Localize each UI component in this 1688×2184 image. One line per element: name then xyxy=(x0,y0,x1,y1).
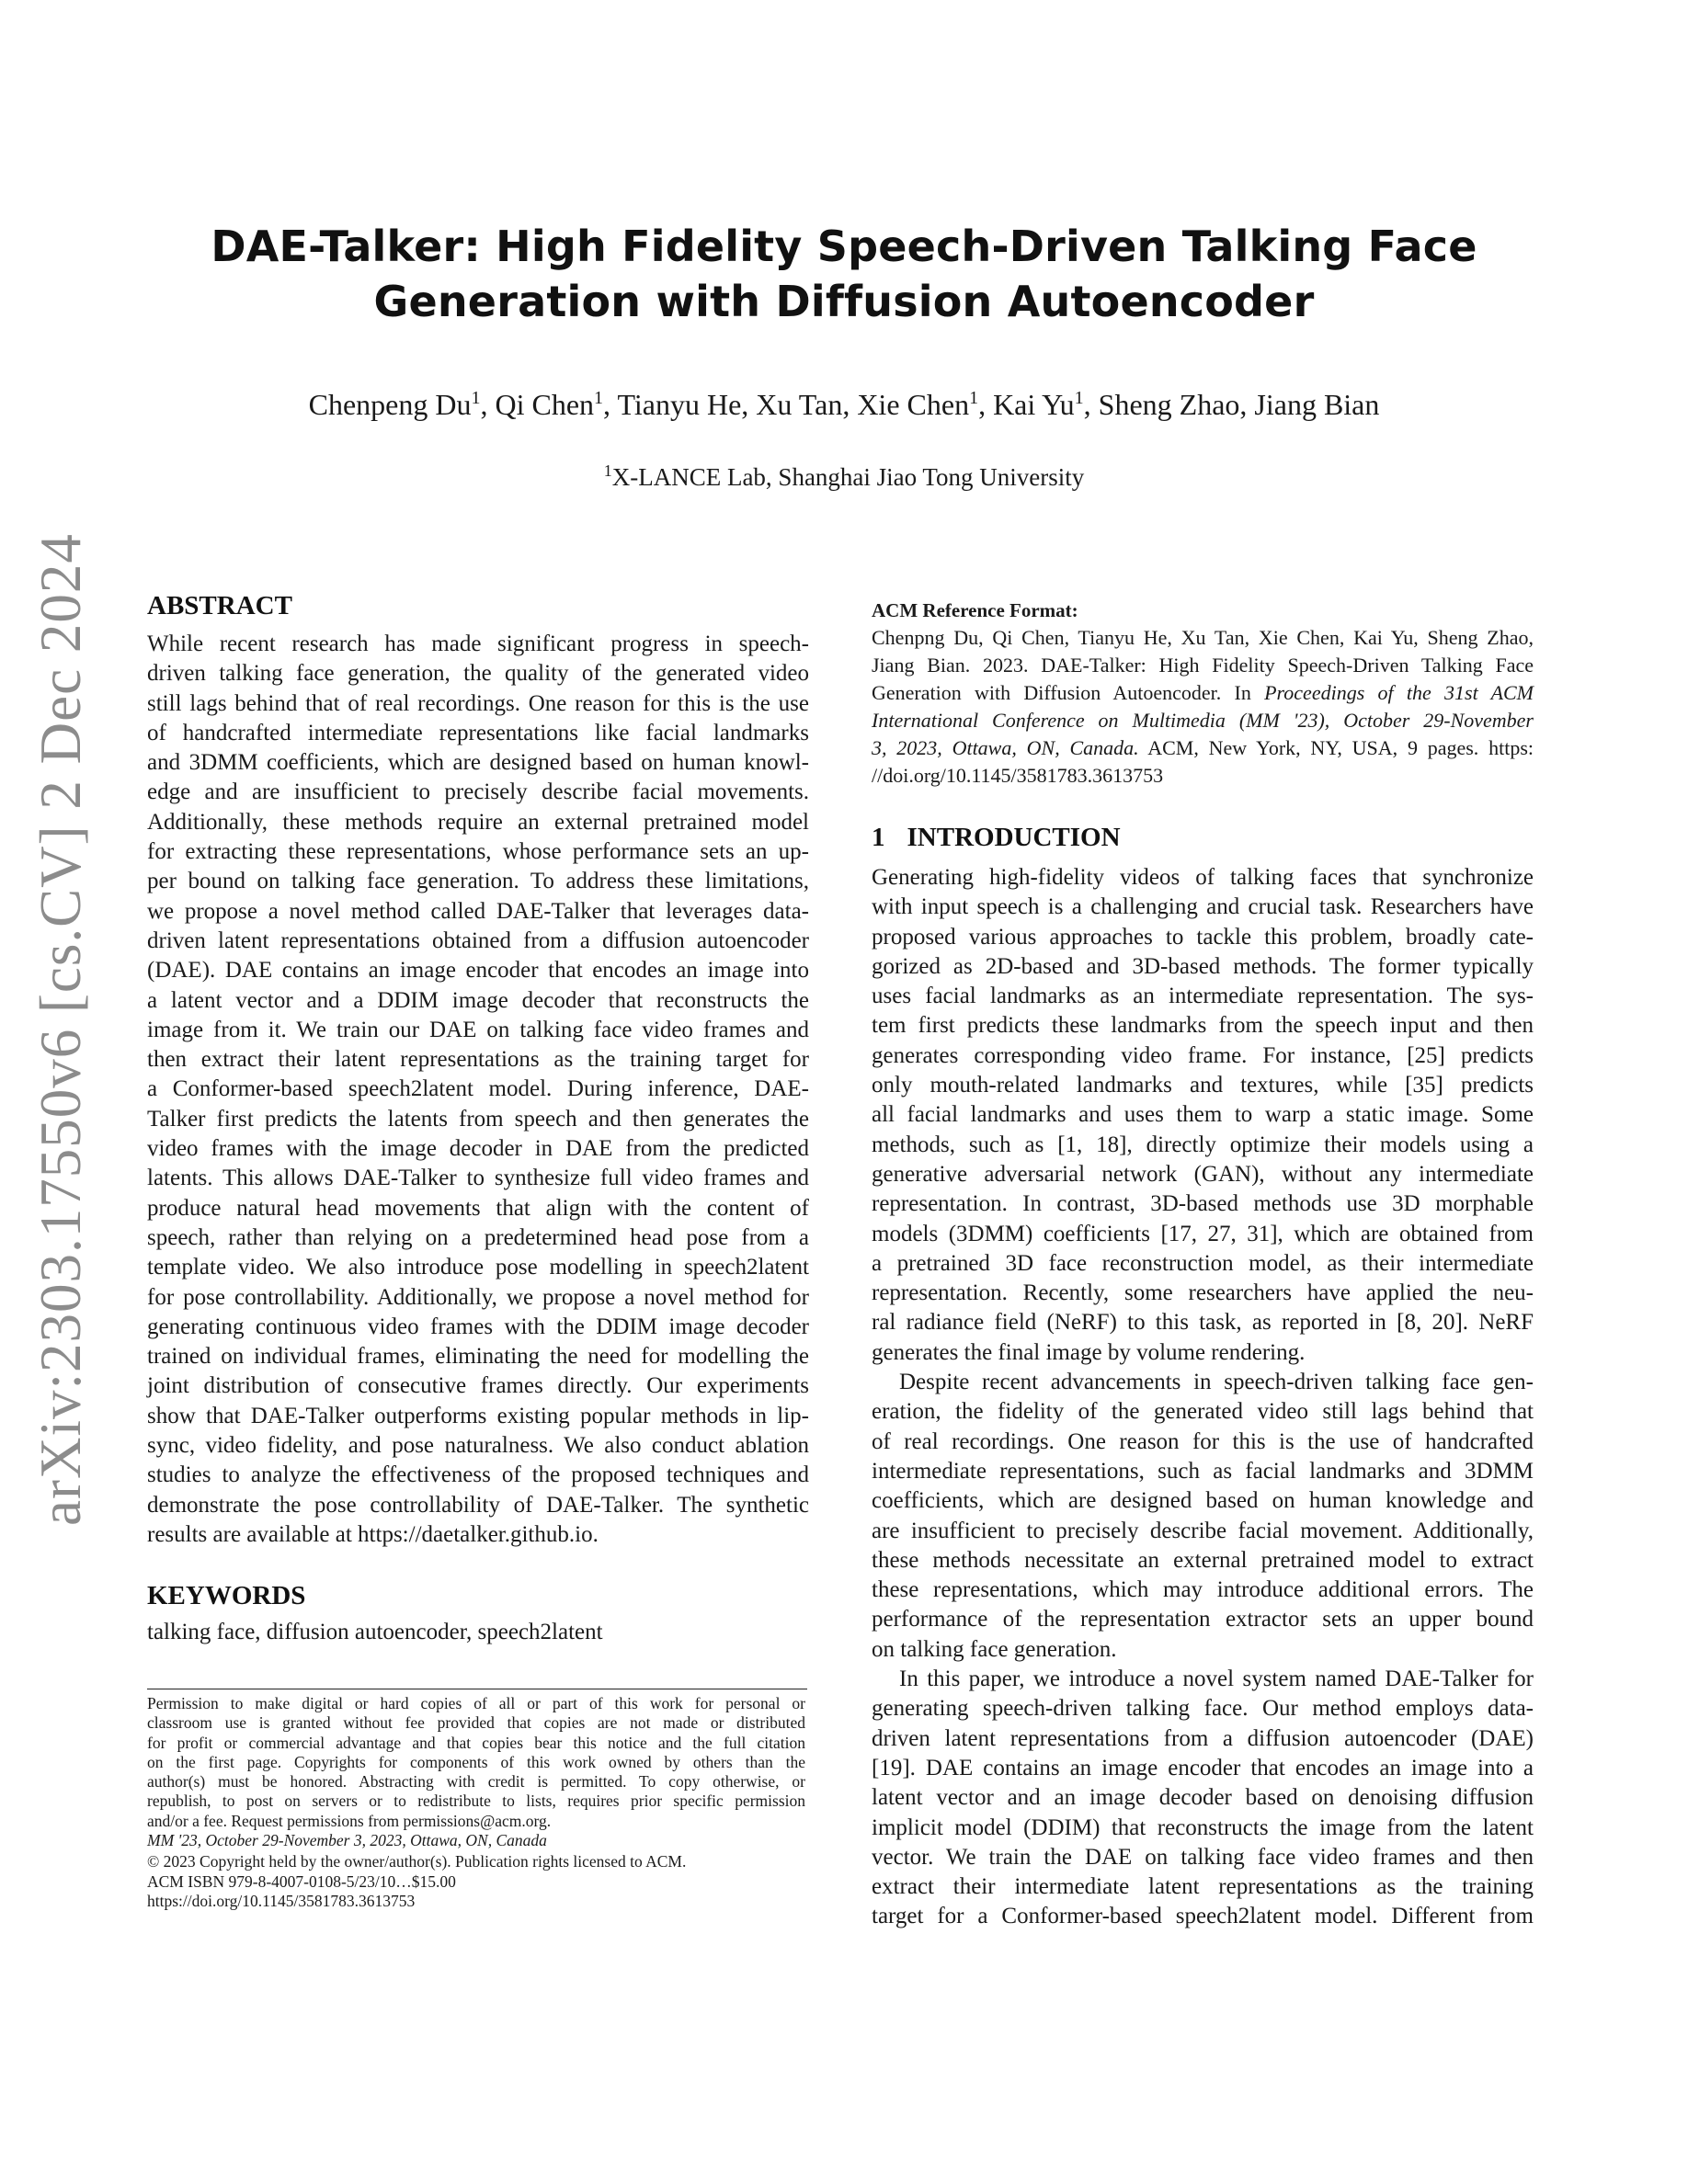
author-affiliation-marker: 1 xyxy=(471,388,481,408)
intro-line: on talking face generation. xyxy=(872,1636,1117,1662)
paper-title xyxy=(147,219,1541,329)
abstract-line: then extract their latent representations as the training target for xyxy=(147,1047,809,1073)
abstract-line: driven latent representations obtained from a diffusion autoencoder xyxy=(147,927,809,953)
intro-line: driven latent representations from a diffusion autoencoder (DAE) xyxy=(872,1725,1534,1751)
acm-ref-line-2: Jiang Bian. 2023. DAE-Talker: High Fidelity Speech-Driven Talking Face xyxy=(872,654,1534,677)
author-separator: , xyxy=(842,388,858,421)
intro-line: implicit model (DDIM) that reconstructs the image from the latent xyxy=(872,1814,1534,1840)
author-name: Qi Chen xyxy=(495,388,595,421)
author-name: Chenpeng Du xyxy=(308,388,472,421)
intro-line: are insufficient to precisely describe facial movement. Additionally, xyxy=(872,1518,1534,1543)
acm-ref-proceedings: Proceedings of the 31st ACM xyxy=(1264,681,1534,704)
author-name: Kai Yu xyxy=(993,388,1075,421)
keywords-section xyxy=(147,1579,809,1647)
abstract-line: image from it. We train our DAE on talking face video frames and xyxy=(147,1017,809,1042)
permission-line: author(s) must be honored. Abstracting with credit is permitted. To copy otherwise, or xyxy=(147,1772,805,1792)
intro-line: of real recordings. One reason for this is the use of handcrafted xyxy=(872,1428,1534,1454)
abstract-section xyxy=(147,589,809,1550)
author-separator: , xyxy=(978,388,994,421)
acm-ref-line-6: //doi.org/10.1145/3581783.3613753 xyxy=(872,764,1164,787)
abstract-line: sync, video fidelity, and pose naturalness. We also conduct ablation xyxy=(147,1433,809,1459)
section-title: INTRODUCTION xyxy=(907,823,1121,852)
abstract-line: Additionally, these methods require an external pretrained model xyxy=(147,809,809,835)
abstract-line: template video. We also introduce pose modelling in speech2latent xyxy=(147,1255,809,1280)
permission-footnote xyxy=(147,1694,805,1911)
author-name: Xie Chen xyxy=(857,388,970,421)
permission-line: republish, to post on servers or to redistribute to lists, requires prior specific permission xyxy=(147,1792,805,1811)
intro-line: with input speech is a challenging and crucial task. Researchers have xyxy=(872,894,1534,920)
permission-text xyxy=(147,1694,805,1831)
permission-line: classroom use is granted without fee provided that copies are not made or distributed xyxy=(147,1713,805,1733)
intro-line: a pretrained 3D face reconstruction model, as their intermediate xyxy=(872,1250,1534,1276)
abstract-line: for pose controllability. Additionally, we propose a novel method for xyxy=(147,1284,809,1310)
intro-line: Despite recent advancements in speech-driven talking face gen- xyxy=(899,1370,1534,1395)
author-affiliation-marker: 1 xyxy=(594,388,604,408)
doi-line: https://doi.org/10.1145/3581783.3613753 xyxy=(147,1891,416,1910)
conference-line: MM '23, October 29-November 3, 2023, Ottawa, ON, Canada xyxy=(147,1831,547,1850)
intro-line: generates corresponding video frame. For instance, [25] predicts xyxy=(872,1042,1534,1068)
intro-line: representation. In contrast, 3D-based methods use 3D morphable xyxy=(872,1191,1534,1217)
abstract-line: joint distribution of consecutive frames directly. Our experiments xyxy=(147,1373,809,1399)
permission-line: on the first page. Copyrights for components of this work owned by others than the xyxy=(147,1752,805,1771)
abstract-line: a latent vector and a DDIM image decoder that reconstructs the xyxy=(147,987,809,1013)
abstract-line: results are available at https://daetalker.github.io. xyxy=(147,1521,599,1547)
author-separator: , xyxy=(480,388,496,421)
isbn-line: ACM ISBN 979-8-4007-0108-5/23/10…$15.00 xyxy=(147,1871,456,1891)
abstract-line: video frames with the image decoder in DAE from the predicted xyxy=(147,1136,809,1162)
intro-line: representation. Recently, some researchers have applied the neu- xyxy=(872,1280,1534,1306)
acm-ref-line-3a: Generation with Diffusion Autoencoder. In xyxy=(872,681,1265,704)
author-separator: , xyxy=(603,388,618,421)
abstract-line: Talker first predicts the latents from speech and then generates the xyxy=(147,1106,809,1132)
author-affiliation-marker: 1 xyxy=(1074,388,1084,408)
intro-line: only mouth-related landmarks and textures, while [35] predicts xyxy=(872,1073,1534,1098)
intro-line: methods, such as [1, 18], directly optimize their models using a xyxy=(872,1132,1534,1157)
intro-line: uses facial landmarks as an intermediate representation. The sys- xyxy=(872,984,1534,1009)
intro-line: these methods necessitate an external pretrained model to extract xyxy=(872,1547,1534,1573)
intro-line: vector. We train the DAE on talking face video frames and then xyxy=(872,1844,1534,1870)
abstract-line: latents. This allows DAE-Talker to synthesize full video frames and xyxy=(147,1166,809,1191)
intro-line: [19]. DAE contains an image encoder that encodes an image into a xyxy=(872,1755,1534,1780)
abstract-body xyxy=(147,630,809,1550)
intro-line: intermediate representations, such as facial landmarks and 3DMM xyxy=(872,1458,1534,1484)
abstract-line: per bound on talking face generation. To address these limitations, xyxy=(147,869,809,894)
permission-line: and/or a fee. Request permissions from permissions@acm.org. xyxy=(147,1811,552,1830)
intro-line: ral radiance field (NeRF) to this task, as reported in [8, 20]. NeRF xyxy=(872,1310,1534,1336)
abstract-line: we propose a novel method called DAE-Talker that leverages data- xyxy=(147,898,809,924)
abstract-line: (DAE). DAE contains an image encoder that encodes an image into xyxy=(147,958,809,984)
abstract-line: show that DAE-Talker outperforms existing popular methods in lip- xyxy=(147,1403,809,1428)
abstract-line: for extracting these representations, whose performance sets an up- xyxy=(147,839,809,865)
abstract-line: While recent research has made significant progress in speech- xyxy=(147,631,809,656)
keywords-heading: KEYWORDS xyxy=(147,1581,306,1610)
abstract-line: generating continuous video frames with the DDIM image decoder xyxy=(147,1314,809,1339)
permission-line: Permission to make digital or hard copies of all or part of this work for personal or xyxy=(147,1694,805,1712)
copyright-line: © 2023 Copyright held by the owner/author(s). Publication rights licensed to ACM. xyxy=(147,1852,687,1871)
title-line-1: DAE-Talker: High Fidelity Speech-Driven Talking Face xyxy=(211,222,1477,271)
author-separator: , xyxy=(741,388,757,421)
affiliation xyxy=(147,461,1541,493)
abstract-line: driven talking face generation, the quality of the generated video xyxy=(147,661,809,687)
acm-ref-line-5a: 3, 2023, Ottawa, ON, Canada. xyxy=(872,736,1139,759)
author-name: Jiang Bian xyxy=(1254,388,1380,421)
affiliation-marker: 1 xyxy=(603,461,612,480)
author-list xyxy=(147,386,1541,423)
abstract-line: trained on individual frames, eliminating the need for modelling the xyxy=(147,1344,809,1370)
intro-line: all facial landmarks and uses them to warp a static image. Some xyxy=(872,1102,1534,1128)
intro-line: coefficients, which are designed based on human knowledge and xyxy=(872,1488,1534,1514)
intro-line: performance of the representation extractor sets an upper bound xyxy=(872,1607,1534,1632)
abstract-line: still lags behind that of real recordings. One reason for this is the use xyxy=(147,690,809,716)
abstract-line: speech, rather than relying on a predetermined head pose from a xyxy=(147,1224,809,1250)
introduction-body xyxy=(872,863,1534,1932)
intro-line: target for a Conformer-based speech2latent model. Different from xyxy=(872,1904,1534,1929)
intro-line: latent vector and an image decoder based on denoising diffusion xyxy=(872,1785,1534,1811)
affiliation-text: X-LANCE Lab, Shanghai Jiao Tong University xyxy=(611,463,1085,491)
author-separator: , xyxy=(1239,388,1255,421)
abstract-heading: ABSTRACT xyxy=(147,591,292,620)
intro-line: gorized as 2D-based and 3D-based methods. The former typically xyxy=(872,953,1534,979)
introduction-section xyxy=(872,821,1534,1932)
author-name: Tianyu He xyxy=(617,388,742,421)
abstract-line: of handcrafted intermediate representations like facial landmarks xyxy=(147,720,809,745)
permission-line: for profit or commercial advantage and that copies bear this notice and the full citation xyxy=(147,1733,805,1752)
abstract-line: a Conformer-based speech2latent model. During inference, DAE- xyxy=(147,1076,809,1102)
abstract-line: demonstrate the pose controllability of DAE-Talker. The synthetic xyxy=(147,1492,809,1518)
acm-ref-line-1: Chenpng Du, Qi Chen, Tianyu He, Xu Tan, Xie Chen, Kai Yu, Sheng Zhao, xyxy=(872,626,1534,649)
intro-line: proposed various approaches to tackle this problem, broadly cate- xyxy=(872,924,1534,950)
abstract-line: produce natural head movements that align with the content of xyxy=(147,1195,809,1221)
abstract-line: edge and are insufficient to precisely describe facial movements. xyxy=(147,779,809,805)
author-affiliation-marker: 1 xyxy=(969,388,979,408)
acm-ref-line-3 xyxy=(872,679,1534,707)
author-separator: , xyxy=(1083,388,1099,421)
arxiv-stamp: arXiv:2303.17550v6 [cs.CV] 2 Dec 2024 xyxy=(29,533,93,1526)
intro-line: generative adversarial network (GAN), without any intermediate xyxy=(872,1161,1534,1187)
author-name: Sheng Zhao xyxy=(1098,388,1240,421)
abstract-line: and 3DMM coefficients, which are designed based on human knowl- xyxy=(147,750,809,776)
acm-reference xyxy=(872,597,1534,790)
section-number: 1 xyxy=(872,823,885,852)
acm-ref-line-5b: ACM, New York, NY, USA, 9 pages. https: xyxy=(1138,736,1534,759)
abstract-line: studies to analyze the effectiveness of the proposed techniques and xyxy=(147,1462,809,1488)
intro-line: In this paper, we introduce a novel system named DAE-Talker for xyxy=(899,1666,1534,1692)
author-name: Xu Tan xyxy=(756,388,843,421)
acm-ref-line-4: International Conference on Multimedia (MM '23), October 29-November xyxy=(872,709,1534,732)
acm-ref-line-5 xyxy=(872,734,1534,762)
intro-line: generating speech-driven talking face. Our method employs data- xyxy=(872,1696,1534,1722)
intro-line: these representations, which may introduce additional errors. The xyxy=(872,1577,1534,1603)
intro-line: generates the final image by volume rendering. xyxy=(872,1339,1306,1365)
title-line-2: Generation with Diffusion Autoencoder xyxy=(373,277,1315,326)
intro-line: tem first predicts these landmarks from the speech input and then xyxy=(872,1013,1534,1039)
keywords-text: talking face, diffusion autoencoder, speech2latent xyxy=(147,1620,603,1644)
acm-reference-heading: ACM Reference Format: xyxy=(872,599,1078,621)
intro-line: models (3DMM) coefficients [17, 27, 31], which are obtained from xyxy=(872,1221,1534,1246)
intro-line: Generating high-fidelity videos of talking faces that synchronize xyxy=(872,865,1534,890)
intro-line: eration, the fidelity of the generated video still lags behind that xyxy=(872,1399,1534,1425)
intro-line: extract their intermediate latent representations as the training xyxy=(872,1874,1534,1900)
introduction-heading xyxy=(872,821,1534,863)
